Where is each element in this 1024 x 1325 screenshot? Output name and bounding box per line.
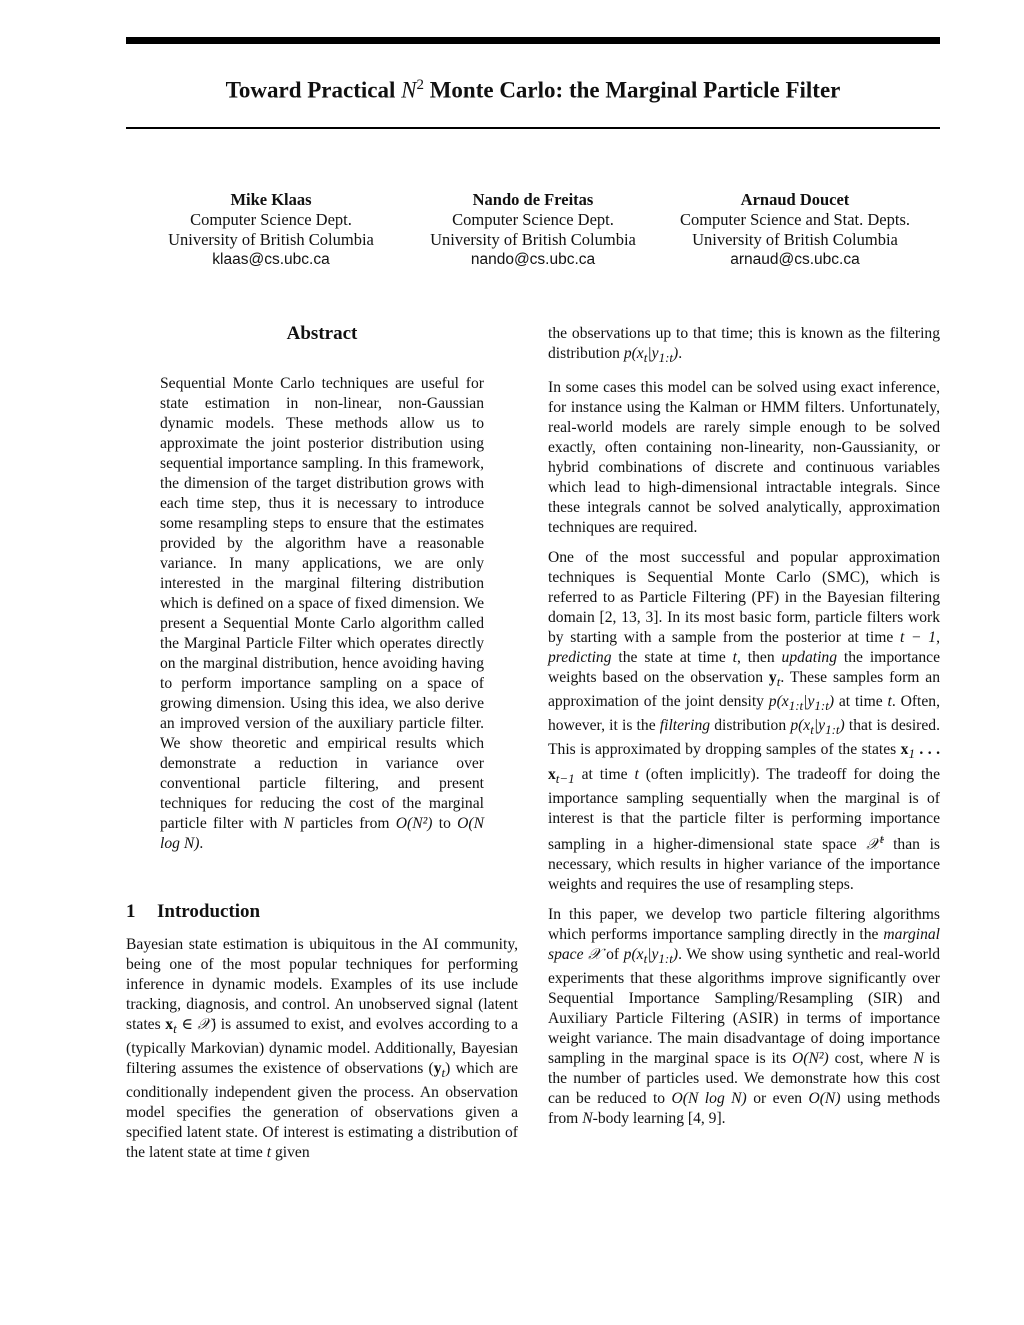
abstract-heading: Abstract xyxy=(286,323,358,344)
top-rule xyxy=(126,37,940,44)
author-email[interactable]: klaas@cs.ubc.ca xyxy=(212,251,330,268)
title-math: N xyxy=(401,77,417,103)
title-math-superscript: 2 xyxy=(416,77,424,93)
bottom-rule xyxy=(126,127,940,129)
intro-paragraph-3: One of the most successful and popular approximation techniques is Sequential Monte Carlo (SMC), which is referred to as Particle Filtering (PF) in the Bayesian filtering domain [2, 13, 3]. In its most basic form, particle filters work by starting with a sample from the posterior at time t − 1, predicting the state at time t, then updating the importance weights based on the observation $y_t$. These samples form an approximation of the joint density $p(x_{1:t}|y_{1:t})$ at time t. Often, however, it is the filtering distribution $p(x_t|y_{1:t})$ that is desired. This is approximated by dropping samples of the states $x_1$ . . . $x_{t-1}$ at time t (often implicitly). The tradeoff for doing the importance sampling sequentially when the marginal is of interest is that the particle filter is performing importance sampling in a higher-dimensional state space 𝒳$^t$ than is necessary, which results in higher variance of the importance weights and requires the use of resampling steps. xyxy=(548,549,941,893)
author-name: Nando de Freitas xyxy=(472,190,594,209)
author-institution: University of British Columbia xyxy=(168,230,374,249)
section-title: Introduction xyxy=(157,901,261,922)
author-2 xyxy=(388,190,678,270)
introduction-left-column xyxy=(126,935,518,1173)
introduction-right-column xyxy=(548,324,940,1139)
author-name: Arnaud Doucet xyxy=(740,190,850,209)
intro-paragraph-4: In this paper, we develop two particle filtering algorithms which performs importance sampling directly in the marginal space 𝒳 of $p(x_t|y_{1:t})$. We show using synthetic and real-world experiments that these algorithms improve significantly over Sequential Importance Sampling/Resampling (SIR) and Auxiliary Particle Filtering (ASIR) in terms of importance weight variance. The main disadvantage of doing importance sampling in the marginal space is its O(N²) cost, where N is the number of particles used. We demonstrate how this cost can be reduced to O(N log N) or even O(N) using methods from N-body learning [4, 9]. xyxy=(548,905,941,1127)
author-1 xyxy=(126,190,416,270)
abstract-paragraph: Sequential Monte Carlo techniques are useful for state estimation in non-linear, non-Gaussian dynamic models. These methods allow us to approximate the joint posterior distribution using sequential importance sampling. In this framework, the dimension of the target distribution grows with each time step, thus it is necessary to introduce some resampling steps to ensure that the estimates provided by the algorithm have a reasonable variance. In many applications, we are only interested in the marginal filtering distribution which is defined on a space of fixed dimension. We present a Sequential Monte Carlo algorithm called the Marginal Particle Filter which operates directly on the marginal distribution, hence avoiding having to perform importance sampling on a space of growing dimension. Using this idea, we also derive an improved version of the auxiliary particle filter. We show theoretic and empirical results which demonstrate a reduction in variance over conventional particle filtering, and present techniques for reducing the cost of the marginal particle filter with N particles from O(N²) to O(N log N). xyxy=(160,375,484,852)
author-affiliation: Computer Science Dept. xyxy=(452,210,614,229)
author-email[interactable]: nando@cs.ubc.ca xyxy=(470,251,596,268)
author-affiliation: Computer Science and Stat. Depts. xyxy=(679,210,911,229)
author-affiliation: Computer Science Dept. xyxy=(190,210,352,229)
section-number: 1 xyxy=(126,901,136,922)
author-name: Mike Klaas xyxy=(230,190,312,209)
intro-paragraph-1: Bayesian state estimation is ubiquitous in the AI community, being one of the most popular techniques for performing inference in dynamic models. Examples of its use include tracking, diagnosis, and control. An unobserved signal (latent states $x_t$ ∈ 𝒳) is assumed to exist, and evolves according to a (typically Markovian) dynamic model. Additionally, Bayesian filtering assumes the existence of observations $(y_t)$ which are conditionally independent given the process. An observation model specifies the generation of observations given a specified latent state. Of interest is estimating a distribution of the latent state at time t given xyxy=(126,936,518,1162)
author-email[interactable]: arnaud@cs.ubc.ca xyxy=(730,251,860,268)
abstract-body xyxy=(160,374,484,864)
author-3 xyxy=(650,190,940,270)
author-institution: University of British Columbia xyxy=(430,230,636,249)
intro-paragraph-2: In some cases this model can be solved using exact inference, for instance using the Kalman or HMM filters. Unfortunately, real-world models are rarely simple enough to be solved exactly, often containing non-linearity, non-Gaussianity, or hybrid combinations of discrete and continuous variables which lead to high-dimensional intractable integrals. Since these integrals cannot be solved analytically, approximation techniques are required. xyxy=(548,379,940,537)
paper-title: Toward Practical $N^2$ Monte Carlo: the Marginal Particle Filter xyxy=(225,77,841,103)
author-institution: University of British Columbia xyxy=(692,230,898,249)
intro-paragraph-continued: the observations up to that time; this is known as the filtering distribution $p(x_t|y_{1:t})$. xyxy=(548,325,940,366)
section-heading-introduction xyxy=(126,900,260,924)
